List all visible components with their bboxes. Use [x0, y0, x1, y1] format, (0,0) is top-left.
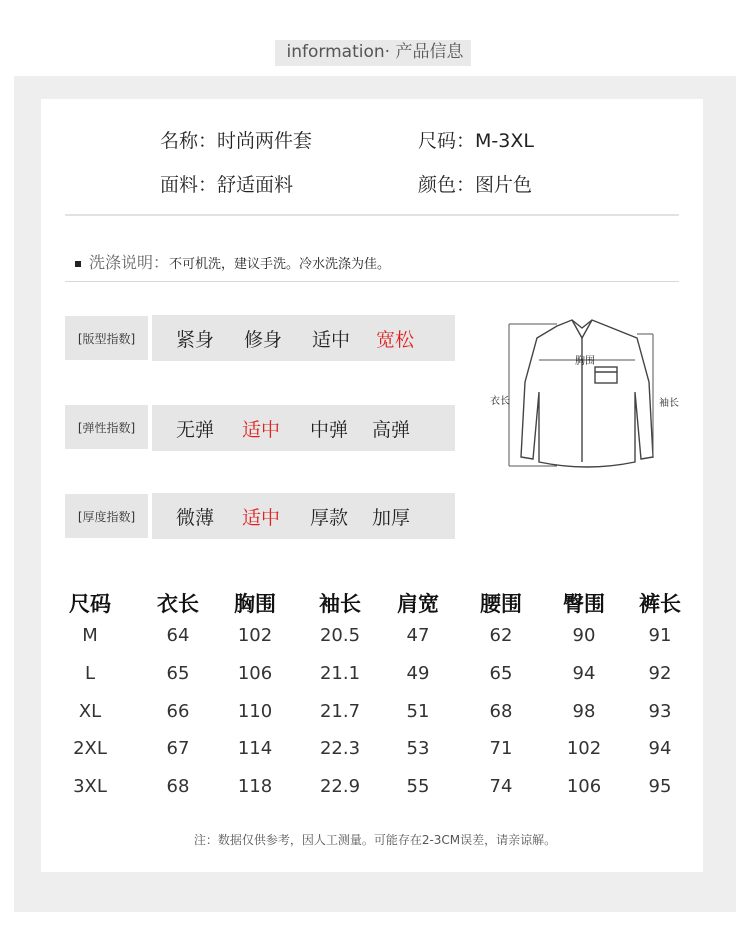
table-cell: 67	[166, 738, 190, 759]
divider	[65, 281, 679, 282]
table-header: 臀围	[563, 592, 605, 616]
table-cell: 2XL	[73, 738, 107, 759]
chest-label: 胸围	[575, 356, 595, 367]
table-cell: 64	[166, 625, 190, 646]
table-cell: 106	[566, 776, 602, 797]
table-cell: 94	[572, 663, 596, 684]
table-header: 胸围	[234, 592, 276, 616]
index-option-selected: 宽松	[376, 328, 415, 351]
table-cell: 62	[489, 625, 513, 646]
index-option-selected: 适中	[242, 506, 281, 529]
elasticity-index-label: [弹性指数]	[65, 405, 148, 449]
table-cell: 65	[489, 663, 513, 684]
table-header: 腰围	[480, 592, 522, 616]
table-cell: 3XL	[73, 776, 107, 797]
table-cell: 68	[166, 776, 190, 797]
elasticity-index-row	[152, 405, 455, 451]
shirt-diagram-icon	[487, 312, 687, 474]
table-cell: 55	[406, 776, 430, 797]
product-name: 名称：时尚两件套	[160, 130, 313, 152]
index-option: 高弹	[372, 418, 411, 441]
wash-text: 不可机洗，建议手洗。冷水洗涤为佳。	[169, 257, 391, 272]
divider	[65, 214, 679, 216]
table-cell: 102	[566, 738, 602, 759]
product-size: 尺码：M-3XL	[418, 130, 534, 152]
table-cell: 95	[648, 776, 672, 797]
table-cell: 94	[648, 738, 672, 759]
table-cell: 106	[237, 663, 273, 684]
length-label: 衣长	[490, 396, 510, 407]
index-option: 修身	[244, 328, 283, 351]
table-cell: 21.7	[319, 701, 361, 722]
table-cell: 92	[648, 663, 672, 684]
bullet-icon	[75, 261, 81, 267]
table-header: 袖长	[319, 592, 361, 616]
table-cell: 90	[572, 625, 596, 646]
table-header: 裤长	[639, 592, 681, 616]
table-cell: 118	[237, 776, 273, 797]
table-cell: 66	[166, 701, 190, 722]
table-cell: 65	[166, 663, 190, 684]
footnote: 注：数据仅供参考，因人工测量。可能存在2-3CM误差，请亲谅解。	[193, 833, 557, 847]
product-fabric: 面料：舒适面料	[160, 174, 294, 196]
product-color: 颜色：图片色	[418, 174, 533, 196]
index-option: 紧身	[176, 328, 215, 351]
sleeve-label: 袖长	[659, 398, 679, 409]
table-header: 肩宽	[397, 592, 439, 616]
table-header: 尺码	[69, 592, 111, 616]
table-cell: M	[82, 625, 98, 646]
table-cell: L	[84, 663, 96, 684]
table-cell: 93	[648, 701, 672, 722]
fit-index-label: [版型指数]	[65, 316, 148, 360]
table-cell: 20.5	[319, 625, 361, 646]
index-option: 无弹	[176, 418, 215, 441]
index-option: 适中	[312, 328, 351, 351]
table-cell: 68	[489, 701, 513, 722]
index-option-selected: 适中	[242, 418, 281, 441]
table-cell: 22.3	[319, 738, 361, 759]
index-option: 加厚	[372, 506, 411, 529]
table-cell: 53	[406, 738, 430, 759]
table-cell: 102	[237, 625, 273, 646]
index-option: 微薄	[176, 506, 215, 529]
wash-instructions	[75, 250, 390, 273]
page-title: information· 产品信息	[286, 42, 464, 62]
index-option: 厚款	[310, 506, 349, 529]
table-cell: 114	[237, 738, 273, 759]
table-cell: 21.1	[319, 663, 361, 684]
thickness-index-label: [厚度指数]	[65, 494, 148, 538]
table-cell: 74	[489, 776, 513, 797]
table-cell: 47	[406, 625, 430, 646]
table-cell: XL	[78, 701, 102, 722]
fit-index-row	[152, 315, 455, 361]
table-cell: 51	[406, 701, 430, 722]
thickness-index-row	[152, 493, 455, 539]
table-header: 衣长	[157, 592, 199, 616]
table-cell: 71	[489, 738, 513, 759]
table-cell: 98	[572, 701, 596, 722]
wash-label: 洗涤说明：	[89, 253, 170, 272]
table-cell: 49	[406, 663, 430, 684]
table-cell: 110	[237, 701, 273, 722]
index-option: 中弹	[310, 418, 349, 441]
table-cell: 22.9	[319, 776, 361, 797]
table-cell: 91	[648, 625, 672, 646]
